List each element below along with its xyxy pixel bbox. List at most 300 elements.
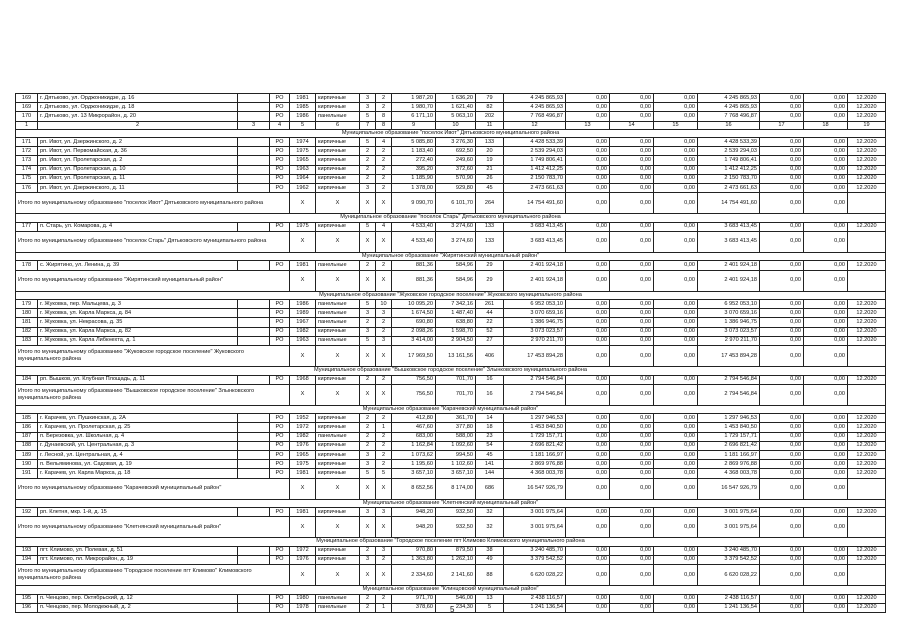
cell: 0,00 bbox=[566, 603, 610, 612]
cell: 7 768 496,87 bbox=[698, 112, 760, 121]
cell bbox=[238, 300, 270, 309]
cell: 0,00 bbox=[654, 103, 698, 112]
cell: 929,80 bbox=[436, 184, 476, 193]
cell: 8 bbox=[376, 112, 392, 121]
table-row bbox=[16, 469, 886, 478]
cell: 0,00 bbox=[654, 423, 698, 432]
cell: рп. Ивот, ул. Дзержинского, д. 11 bbox=[38, 184, 238, 193]
cell: 2 bbox=[376, 327, 392, 336]
cell: 2 401 924,18 bbox=[698, 270, 760, 291]
cell: 1963 bbox=[290, 165, 316, 174]
cell: 3 bbox=[360, 94, 376, 103]
cell: 0,00 bbox=[610, 508, 654, 517]
cell bbox=[238, 336, 270, 345]
cell: 0,00 bbox=[654, 346, 698, 367]
cell: 169 bbox=[16, 103, 38, 112]
cell: 12.2020 bbox=[848, 508, 886, 517]
cell: 1 729 157,71 bbox=[504, 432, 566, 441]
cell: 0,00 bbox=[654, 517, 698, 538]
cell: 0,00 bbox=[654, 478, 698, 499]
cell: 190 bbox=[16, 460, 38, 469]
cell: 683,00 bbox=[392, 432, 436, 441]
cell: РО bbox=[270, 138, 290, 147]
cell: панельные bbox=[316, 300, 360, 309]
cell: 0,00 bbox=[760, 327, 804, 336]
cell: 2 334,60 bbox=[392, 565, 436, 586]
cell: 0,00 bbox=[654, 174, 698, 183]
cell: РО bbox=[270, 261, 290, 270]
cell: 10 bbox=[436, 121, 476, 129]
cell: 12.2020 bbox=[848, 184, 886, 193]
cell: 0,00 bbox=[760, 270, 804, 291]
cell: 0,00 bbox=[760, 336, 804, 345]
cell: панельные bbox=[316, 432, 360, 441]
cell: 0,00 bbox=[804, 270, 848, 291]
cell: 3 bbox=[360, 450, 376, 459]
cell: 1975 bbox=[290, 147, 316, 156]
cell: кирпичные bbox=[316, 508, 360, 517]
cell: 2 794 546,84 bbox=[698, 375, 760, 384]
cell: 0,00 bbox=[610, 193, 654, 214]
cell: 1 bbox=[16, 121, 38, 129]
section-title-row bbox=[16, 291, 886, 300]
cell: 54 bbox=[476, 441, 504, 450]
cell: 1 636,20 bbox=[436, 94, 476, 103]
cell: 4 245 865,93 bbox=[698, 103, 760, 112]
cell: 12.2020 bbox=[848, 555, 886, 564]
cell: 0,00 bbox=[760, 346, 804, 367]
cell: 0,00 bbox=[804, 300, 848, 309]
cell: 5 bbox=[360, 112, 376, 121]
cell: X bbox=[360, 270, 376, 291]
cell: п. Вельяминова, ул. Садовая, д. 19 bbox=[38, 460, 238, 469]
cell: 0,00 bbox=[610, 327, 654, 336]
cell: кирпичные bbox=[316, 174, 360, 183]
cell: 12.2020 bbox=[848, 174, 886, 183]
cell: 0,00 bbox=[760, 508, 804, 517]
cell: 1965 bbox=[290, 156, 316, 165]
cell: кирпичные bbox=[316, 156, 360, 165]
cell: 1975 bbox=[290, 222, 316, 231]
cell: 23 bbox=[476, 432, 504, 441]
cell: 0,00 bbox=[566, 231, 610, 252]
cell: 881,36 bbox=[392, 261, 436, 270]
cell: 0,00 bbox=[654, 222, 698, 231]
cell: 0,00 bbox=[610, 478, 654, 499]
total-label: Итого по муниципальному образованию "Клетнянский муниципальный район" bbox=[16, 517, 290, 538]
table-row bbox=[16, 222, 886, 231]
cell: 0,00 bbox=[654, 565, 698, 586]
cell: 13 bbox=[476, 594, 504, 603]
cell: 0,00 bbox=[654, 156, 698, 165]
cell: 2 bbox=[376, 432, 392, 441]
cell: 1989 bbox=[290, 309, 316, 318]
cell: РО bbox=[270, 174, 290, 183]
cell: г. Карачев, ул. Карла Маркса, д. 18 bbox=[38, 469, 238, 478]
cell: 0,00 bbox=[804, 103, 848, 112]
cell: 1 092,60 bbox=[436, 441, 476, 450]
cell: панельные bbox=[316, 261, 360, 270]
cell: 3 bbox=[238, 121, 270, 129]
cell: 5 085,80 bbox=[392, 138, 436, 147]
cell: 1 bbox=[376, 603, 392, 612]
cell: 0,00 bbox=[804, 517, 848, 538]
cell: X bbox=[360, 565, 376, 586]
cell: 0,00 bbox=[804, 478, 848, 499]
cell: 0,00 bbox=[760, 414, 804, 423]
cell: 1967 bbox=[290, 318, 316, 327]
cell: 12.2020 bbox=[848, 261, 886, 270]
cell: 0,00 bbox=[760, 300, 804, 309]
cell: 0,00 bbox=[610, 469, 654, 478]
cell: 188 bbox=[16, 441, 38, 450]
cell: п. Старь, ул. Комарова, д. 4 bbox=[38, 222, 238, 231]
cell: 0,00 bbox=[804, 375, 848, 384]
cell: 0,00 bbox=[804, 309, 848, 318]
cell: 12.2020 bbox=[848, 546, 886, 555]
cell: 0,00 bbox=[610, 231, 654, 252]
cell: 0,00 bbox=[804, 193, 848, 214]
cell: 1952 bbox=[290, 414, 316, 423]
cell: 1982 bbox=[290, 327, 316, 336]
cell: 584,96 bbox=[436, 261, 476, 270]
cell: 3 001 975,64 bbox=[504, 517, 566, 538]
cell: РО bbox=[270, 336, 290, 345]
cell: 0,00 bbox=[566, 309, 610, 318]
cell: 194 bbox=[16, 555, 38, 564]
table-row bbox=[16, 184, 886, 193]
cell: 0,00 bbox=[760, 375, 804, 384]
cell: 0,00 bbox=[760, 603, 804, 612]
cell: X bbox=[376, 193, 392, 214]
section-title: Муниципальное образование "Карачевский муниципальный район" bbox=[16, 405, 886, 414]
cell: РО bbox=[270, 460, 290, 469]
section-title-row bbox=[16, 405, 886, 414]
cell: 0,00 bbox=[610, 565, 654, 586]
cell: 0,00 bbox=[654, 165, 698, 174]
cell: 196 bbox=[16, 603, 38, 612]
cell: с. Жирятино, ул. Ленина, д. 39 bbox=[38, 261, 238, 270]
cell: 0,00 bbox=[566, 318, 610, 327]
cell: 0,00 bbox=[804, 261, 848, 270]
cell: 1 412 412,25 bbox=[504, 165, 566, 174]
cell: 0,00 bbox=[566, 423, 610, 432]
cell: 0,00 bbox=[804, 94, 848, 103]
cell: 0,00 bbox=[760, 94, 804, 103]
cell: 0,00 bbox=[760, 147, 804, 156]
cell: 1981 bbox=[290, 261, 316, 270]
cell: 0,00 bbox=[760, 222, 804, 231]
cell: 0,00 bbox=[610, 112, 654, 121]
cell: РО bbox=[270, 546, 290, 555]
cell: РО bbox=[270, 423, 290, 432]
cell: 14 754 491,60 bbox=[504, 193, 566, 214]
cell: 9 090,70 bbox=[392, 193, 436, 214]
cell: X bbox=[316, 384, 360, 405]
cell: 879,50 bbox=[436, 546, 476, 555]
cell bbox=[848, 231, 886, 252]
cell: 1968 bbox=[290, 375, 316, 384]
cell: 234,30 bbox=[436, 603, 476, 612]
cell: 3 bbox=[376, 508, 392, 517]
cell: 184 bbox=[16, 375, 38, 384]
cell: 12 bbox=[504, 121, 566, 129]
total-row bbox=[16, 478, 886, 499]
cell: РО bbox=[270, 469, 290, 478]
cell: 3 683 413,45 bbox=[698, 231, 760, 252]
cell: 5 bbox=[476, 603, 504, 612]
total-label: Итого по муниципальному образованию "Жирятинский муниципальный район" bbox=[16, 270, 290, 291]
cell: г. Жуковка, пер. Мальцева, д. 3 bbox=[38, 300, 238, 309]
total-row bbox=[16, 193, 886, 214]
cell: кирпичные bbox=[316, 375, 360, 384]
cell: 20 bbox=[476, 147, 504, 156]
cell: 12.2020 bbox=[848, 423, 886, 432]
cell: X bbox=[290, 565, 316, 586]
cell: 0,00 bbox=[654, 300, 698, 309]
cell: РО bbox=[270, 309, 290, 318]
cell: 1974 bbox=[290, 138, 316, 147]
cell: 32 bbox=[476, 508, 504, 517]
cell: X bbox=[360, 478, 376, 499]
cell: 16 bbox=[476, 384, 504, 405]
cell: 2 bbox=[376, 414, 392, 423]
cell: 0,00 bbox=[610, 156, 654, 165]
cell: 4 bbox=[376, 222, 392, 231]
section-title-row bbox=[16, 214, 886, 223]
cell: 0,00 bbox=[804, 603, 848, 612]
cell: X bbox=[316, 346, 360, 367]
cell: 0,00 bbox=[760, 138, 804, 147]
cell bbox=[238, 555, 270, 564]
cell bbox=[238, 603, 270, 612]
cell: 0,00 bbox=[654, 318, 698, 327]
cell: 1 674,50 bbox=[392, 309, 436, 318]
cell: 0,00 bbox=[804, 138, 848, 147]
table-row bbox=[16, 318, 886, 327]
cell: г. Дятьково, ул. Орджоникидзе, д. 16 bbox=[38, 94, 238, 103]
cell: кирпичные bbox=[316, 103, 360, 112]
cell: РО bbox=[270, 156, 290, 165]
cell: 0,00 bbox=[760, 450, 804, 459]
cell: 144 bbox=[476, 469, 504, 478]
table-row bbox=[16, 309, 886, 318]
cell: 170 bbox=[16, 112, 38, 121]
cell: 0,00 bbox=[610, 384, 654, 405]
cell: 3 001 975,64 bbox=[698, 517, 760, 538]
cell: 2 bbox=[360, 603, 376, 612]
cell: 1 980,70 bbox=[392, 103, 436, 112]
total-row bbox=[16, 565, 886, 586]
cell: 1981 bbox=[290, 94, 316, 103]
cell: 6 952 053,10 bbox=[504, 300, 566, 309]
cell: 0,00 bbox=[610, 147, 654, 156]
section-title-row bbox=[16, 367, 886, 376]
cell: 948,20 bbox=[392, 508, 436, 517]
table-row bbox=[16, 300, 886, 309]
cell: 0,00 bbox=[610, 103, 654, 112]
cell: 38 bbox=[476, 546, 504, 555]
cell: 3 070 659,16 bbox=[504, 309, 566, 318]
section-title: Муниципальное образование "Городское поселение пгт Климово Климовского муниципального района bbox=[16, 538, 886, 547]
cell: 2 bbox=[360, 546, 376, 555]
cell: X bbox=[316, 270, 360, 291]
cell: 6 bbox=[316, 121, 360, 129]
cell: 7 342,16 bbox=[436, 300, 476, 309]
cell: 2 bbox=[360, 147, 376, 156]
cell: 1 987,20 bbox=[392, 94, 436, 103]
cell: 5 bbox=[376, 469, 392, 478]
cell: 1 749 806,41 bbox=[504, 156, 566, 165]
cell: 2 bbox=[376, 147, 392, 156]
cell: 49 bbox=[476, 555, 504, 564]
section-title: Муниципальное образование "Клинцовский муниципальный район" bbox=[16, 586, 886, 595]
cell: 133 bbox=[476, 138, 504, 147]
cell: 264 bbox=[476, 193, 504, 214]
cell: 0,00 bbox=[804, 469, 848, 478]
cell: 0,00 bbox=[804, 318, 848, 327]
cell: 690,80 bbox=[392, 318, 436, 327]
cell: 29 bbox=[476, 270, 504, 291]
cell: 0,00 bbox=[804, 508, 848, 517]
cell: 4 bbox=[376, 138, 392, 147]
cell bbox=[238, 309, 270, 318]
cell: 5 bbox=[360, 469, 376, 478]
cell: 971,70 bbox=[392, 594, 436, 603]
cell bbox=[238, 450, 270, 459]
cell: 183 bbox=[16, 336, 38, 345]
cell: 2 794 546,84 bbox=[504, 384, 566, 405]
cell: 0,00 bbox=[610, 309, 654, 318]
cell: г. Жуковка, ул. Карла Либкнехта, д. 1 bbox=[38, 336, 238, 345]
cell: кирпичные bbox=[316, 555, 360, 564]
cell: РО bbox=[270, 432, 290, 441]
cell: X bbox=[290, 231, 316, 252]
total-row bbox=[16, 517, 886, 538]
cell: 0,00 bbox=[654, 193, 698, 214]
cell: кирпичные bbox=[316, 546, 360, 555]
cell: 2 bbox=[376, 174, 392, 183]
total-label: Итого по муниципальному образованию "Карачевский муниципальный район" bbox=[16, 478, 290, 499]
section-title: Муниципальное образование "поселок Старь" Дятьковского муниципального района bbox=[16, 214, 886, 223]
cell: РО bbox=[270, 603, 290, 612]
cell: 1962 bbox=[290, 184, 316, 193]
cell: 1972 bbox=[290, 423, 316, 432]
cell: 7 bbox=[360, 121, 376, 129]
cell: 4 bbox=[270, 121, 290, 129]
cell: пгт. Климово, пл. Микрорайон, д. 19 bbox=[38, 555, 238, 564]
cell: 0,00 bbox=[610, 555, 654, 564]
cell: 12.2020 bbox=[848, 222, 886, 231]
table-row bbox=[16, 336, 886, 345]
cell: 3 683 413,45 bbox=[504, 222, 566, 231]
cell: 0,00 bbox=[654, 384, 698, 405]
cell: 12.2020 bbox=[848, 336, 886, 345]
cell: 1963 bbox=[290, 336, 316, 345]
page-number: 5 bbox=[450, 605, 455, 614]
cell: 12.2020 bbox=[848, 309, 886, 318]
cell: 2 bbox=[376, 460, 392, 469]
cell: 2 098,26 bbox=[392, 327, 436, 336]
cell: 1 162,84 bbox=[392, 441, 436, 450]
cell: 0,00 bbox=[610, 460, 654, 469]
cell: 2 473 661,63 bbox=[698, 184, 760, 193]
cell: 0,00 bbox=[566, 565, 610, 586]
cell: 2 bbox=[360, 375, 376, 384]
cell: рп. Ивот, ул. Первомайская, д. 36 bbox=[38, 147, 238, 156]
cell: 3 683 413,45 bbox=[504, 231, 566, 252]
cell: 1 621,40 bbox=[436, 103, 476, 112]
cell: 0,00 bbox=[610, 603, 654, 612]
cell: 2 bbox=[360, 423, 376, 432]
cell: 0,00 bbox=[566, 300, 610, 309]
table-row bbox=[16, 460, 886, 469]
cell: 0,00 bbox=[566, 469, 610, 478]
cell bbox=[238, 147, 270, 156]
cell: 2 438 116,57 bbox=[698, 594, 760, 603]
cell: 173 bbox=[16, 156, 38, 165]
cell: РО bbox=[270, 414, 290, 423]
cell: 8 bbox=[376, 121, 392, 129]
cell: 0,00 bbox=[654, 336, 698, 345]
cell: 0,00 bbox=[760, 432, 804, 441]
cell: 0,00 bbox=[760, 478, 804, 499]
cell: 4 368 003,78 bbox=[504, 469, 566, 478]
cell: 3 bbox=[360, 103, 376, 112]
table-row bbox=[16, 147, 886, 156]
cell: 0,00 bbox=[804, 184, 848, 193]
cell: 3 bbox=[376, 336, 392, 345]
cell: 249,60 bbox=[436, 156, 476, 165]
section-title-row bbox=[16, 129, 886, 138]
cell: 1981 bbox=[290, 508, 316, 517]
cell: 0,00 bbox=[566, 270, 610, 291]
cell: 12.2020 bbox=[848, 318, 886, 327]
cell: РО bbox=[270, 555, 290, 564]
cell: 570,90 bbox=[436, 174, 476, 183]
table-row bbox=[16, 103, 886, 112]
cell: 1 378,00 bbox=[392, 184, 436, 193]
cell: 8 652,56 bbox=[392, 478, 436, 499]
cell bbox=[238, 112, 270, 121]
cell: 0,00 bbox=[804, 222, 848, 231]
cell: 2 bbox=[38, 121, 238, 129]
cell: 1 598,70 bbox=[436, 327, 476, 336]
cell bbox=[238, 165, 270, 174]
cell: 0,00 bbox=[566, 346, 610, 367]
cell: 1 bbox=[376, 423, 392, 432]
cell: 3 001 975,64 bbox=[504, 508, 566, 517]
cell: 0,00 bbox=[760, 594, 804, 603]
cell: X bbox=[360, 517, 376, 538]
cell: 0,00 bbox=[804, 346, 848, 367]
cell: кирпичные bbox=[316, 414, 360, 423]
cell bbox=[238, 94, 270, 103]
cell: кирпичные bbox=[316, 327, 360, 336]
cell: 932,50 bbox=[436, 517, 476, 538]
cell: г. Жуковка, ул. Карла Маркса, д. 84 bbox=[38, 309, 238, 318]
cell: 1 181 166,97 bbox=[698, 450, 760, 459]
cell: X bbox=[316, 565, 360, 586]
cell: 0,00 bbox=[804, 423, 848, 432]
table-row bbox=[16, 156, 886, 165]
cell: панельные bbox=[316, 318, 360, 327]
cell bbox=[848, 478, 886, 499]
cell: 0,00 bbox=[760, 460, 804, 469]
cell: панельные bbox=[316, 112, 360, 121]
cell: рп. Ивот, ул. Пролетарская, д. 10 bbox=[38, 165, 238, 174]
cell bbox=[238, 460, 270, 469]
